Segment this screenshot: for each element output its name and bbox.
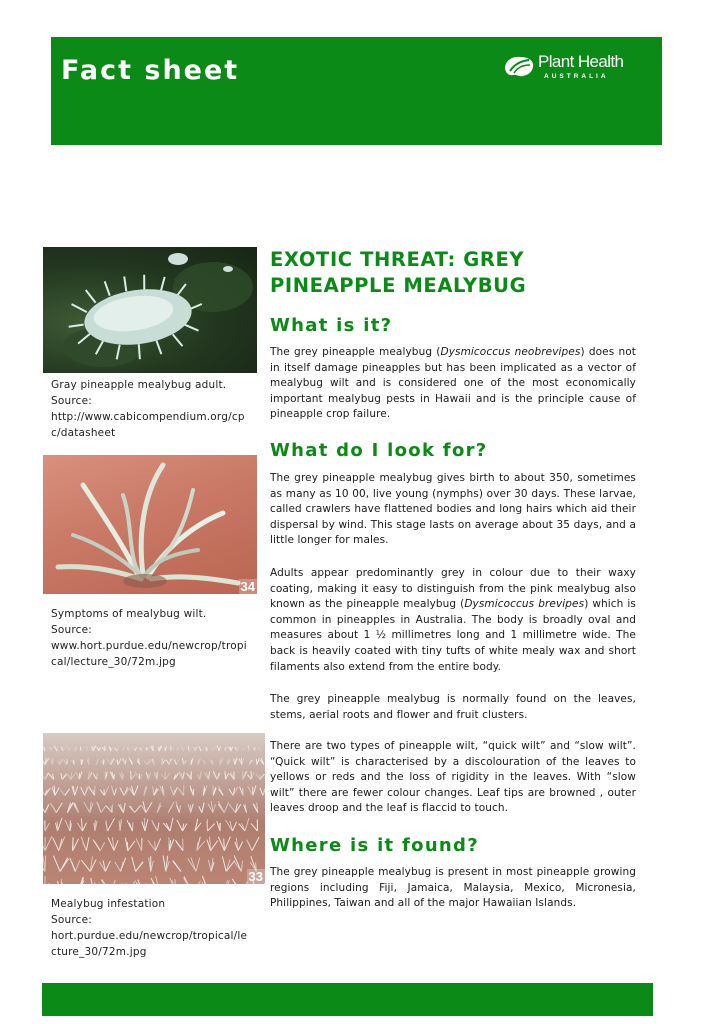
text-run: ) does not in itself damage pineapples but has been implicated as a vector of mealybug wilt and is considered one of the most economically important mealybug pests in Hawaii and is the principle cause of pineapple crop failure. [270, 346, 636, 421]
mealybug-wilt-photo [43, 455, 257, 594]
heading-what-is-it: What is it? [270, 315, 393, 336]
paragraph-look-for-4: There are two types of pineapple wilt, “quick wilt” and “slow wilt”. “Quick wilt” is characterised by a discolouration of the leaves to yellows or reds and the loss of rigidity in the leaves. With “slow wilt” there are fewer colour changes. Leaf tips are browned , outer leaves droop and the leaf is flaccid to touch. [270, 740, 636, 815]
article-title [270, 247, 650, 299]
article-title-line: PINEAPPLE MEALYBUG [270, 274, 527, 297]
caption-line: www.hort.purdue.edu/newcrop/tropi [51, 640, 247, 652]
text-run: The grey pineapple mealybug ( [270, 346, 441, 358]
caption-line: Gray pineapple mealybug adult. [51, 379, 227, 391]
australia-leaf-icon [502, 53, 536, 79]
caption-line: cal/lecture_30/72m.jpg [51, 656, 176, 668]
caption-line: hort.purdue.edu/newcrop/tropical/le [51, 930, 248, 942]
photo-badge: 34 [240, 579, 255, 594]
species-name: Dysmicoccus neobrevipes [440, 346, 581, 358]
caption-mealybug-wilt [51, 606, 259, 670]
caption-line: Source: [51, 395, 93, 407]
species-name: Dysmicoccus brevipes [464, 598, 585, 611]
paragraph-what-is-it [270, 345, 636, 423]
page-title: Fact sheet [61, 55, 240, 86]
article-title-line: EXOTIC THREAT: GREY [270, 248, 525, 271]
caption-line: http://www.cabicompendium.org/cp [51, 411, 245, 423]
heading-what-to-look-for: What do I look for? [270, 440, 488, 461]
header-banner [51, 37, 662, 145]
caption-mealybug-infestation [51, 896, 259, 960]
logo-name: Plant Health [538, 52, 624, 71]
caption-line: Source: [51, 914, 93, 926]
logo-subtitle: AUSTRALIA [544, 73, 609, 80]
heading-where-found: Where is it found? [270, 835, 479, 856]
photo-badge: 33 [248, 869, 263, 884]
caption-line: c/datasheet [51, 427, 116, 439]
paragraph-look-for-1: The grey pineapple mealybug gives birth to about 350, sometimes as many as 10 00, live young (nymphs) over 30 days. These larvae, called crawlers have flattened bodies and long hairs which aid their dispersal by wind. This stage lasts on average about 35 days, and a little longer for males. [270, 472, 636, 547]
paragraph-where-found: The grey pineapple mealybug is present in most pineapple growing regions including Fiji, Jamaica, Malaysia, Mexico, Micronesia, Philippines, Taiwan and all of the major Hawaiian Islands. [270, 866, 636, 910]
text-run: ) which is common in pineapples in Australia. The body is broadly oval and measures about 1 ½ millimetres long and 1 millimetre wide. The back is heavily coated with tiny tufts of white mealy wax and short filaments also extend from the entire body. [270, 598, 636, 673]
plant-health-australia-logo [502, 51, 642, 85]
caption-line: Mealybug infestation [51, 898, 166, 910]
footer-band [42, 983, 653, 1016]
paragraph-look-for-2 [270, 566, 636, 675]
text-run: Adults appear predominantly grey in colour due to their waxy coating, making it easy to distinguish from the pink mealybug also known as the pineapple mealybug ( [270, 567, 636, 611]
caption-line: Source: [51, 624, 93, 636]
paragraph-look-for-3: The grey pineapple mealybug is normally found on the leaves, stems, aerial roots and flower and fruit clusters. [270, 693, 636, 721]
mealybug-infestation-photo [43, 733, 265, 884]
mealybug-adult-photo [43, 247, 257, 373]
caption-line: cture_30/72m.jpg [51, 946, 147, 958]
caption-line: Symptoms of mealybug wilt. [51, 608, 207, 620]
caption-mealybug-adult [51, 377, 259, 441]
